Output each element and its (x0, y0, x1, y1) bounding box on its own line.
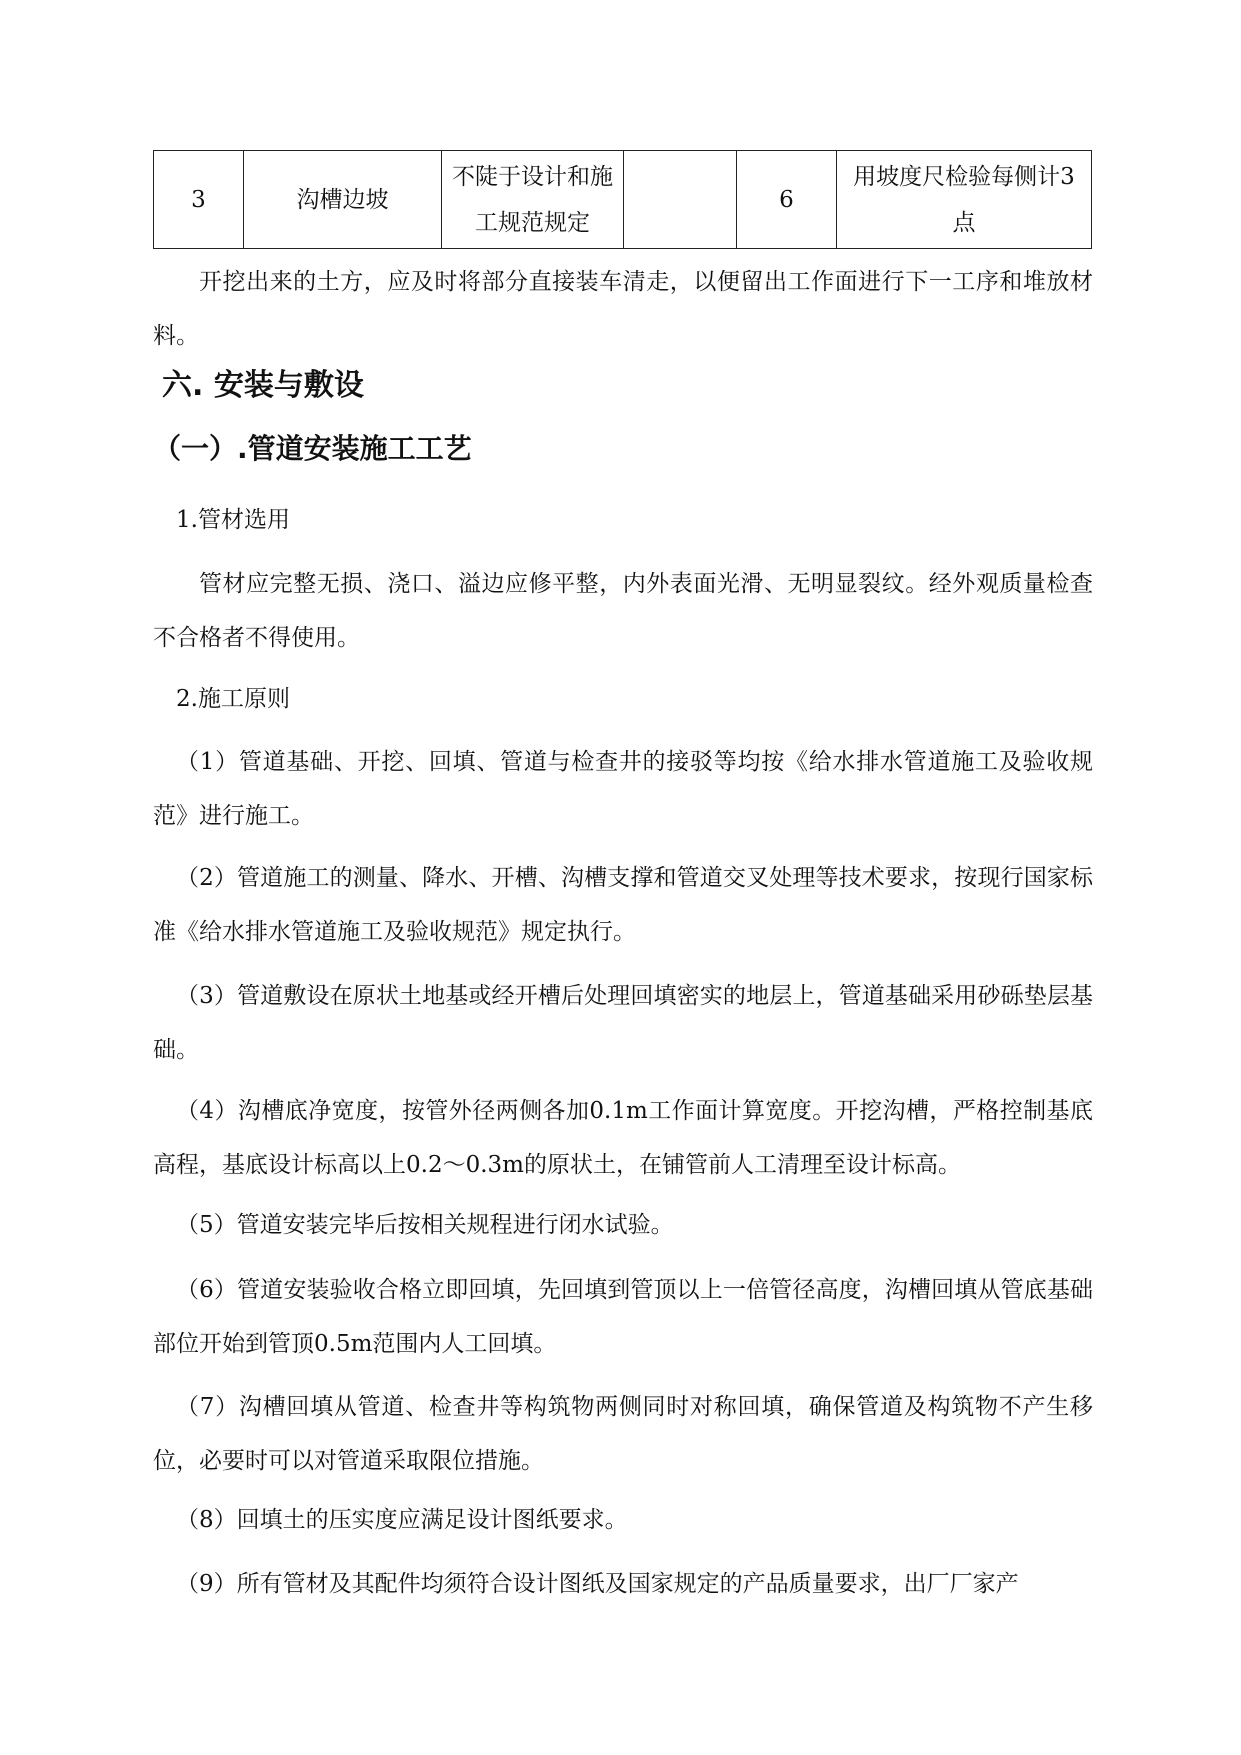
intro-paragraph: 开挖出来的土方，应及时将部分直接装车清走，以便留出工作面进行下一工序和堆放材料。 (153, 269, 1093, 349)
principle-5: （5）管道安装完毕后按相关规程进行闭水试验。 (176, 1212, 674, 1238)
subsection-heading: （一）.管道安装施工工艺 (153, 432, 472, 465)
principle-8: （8）回填土的压实度应满足设计图纸要求。 (176, 1507, 628, 1533)
cell-count: 6 (737, 151, 837, 249)
item1-title: 1.管材选用 (176, 507, 290, 533)
cell-allowance: 不陡于设计和施工规范规定 (442, 151, 624, 249)
section-heading: 六. 安装与敷设 (162, 368, 364, 403)
principle-3: （3）管道敷设在原状土地基或经开槽后处理回填密实的地层上，管道基础采用砂砾垫层基础。 (153, 983, 1093, 1063)
table-row (154, 151, 1092, 249)
item1-text: 管材应完整无损、浇口、溢边应修平整，内外表面光滑、无明显裂纹。经外观质量检查不合格者不得使用。 (153, 571, 1093, 651)
cell-blank (624, 151, 737, 249)
spec-table (153, 150, 1092, 249)
principle-2: （2）管道施工的测量、降水、开槽、沟槽支撑和管道交叉处理等技术要求，按现行国家标准《给水排水管道施工及验收规范》规定执行。 (153, 865, 1093, 945)
cell-item: 沟槽边坡 (244, 151, 442, 249)
principle-4: （4）沟槽底净宽度，按管外径两侧各加0.1m工作面计算宽度。开挖沟槽，严格控制基底高程，基底设计标高以上0.2～0.3m的原状土，在铺管前人工清理至设计标高。 (153, 1098, 1093, 1178)
principle-9: （9）所有管材及其配件均须符合设计图纸及国家规定的产品质量要求，出厂厂家产 (176, 1571, 1019, 1597)
principle-6: （6）管道安装验收合格立即回填，先回填到管顶以上一倍管径高度，沟槽回填从管底基础部位开始到管顶0.5m范围内人工回填。 (153, 1277, 1093, 1357)
item2-title: 2.施工原则 (176, 686, 290, 712)
cell-no: 3 (154, 151, 244, 249)
cell-method: 用坡度尺检验每侧计3点 (837, 151, 1092, 249)
principle-1: （1）管道基础、开挖、回填、管道与检查井的接驳等均按《给水排水管道施工及验收规范》进行施工。 (153, 749, 1093, 829)
principle-7: （7）沟槽回填从管道、检查井等构筑物两侧同时对称回填，确保管道及构筑物不产生移位，必要时可以对管道采取限位措施。 (153, 1394, 1093, 1474)
